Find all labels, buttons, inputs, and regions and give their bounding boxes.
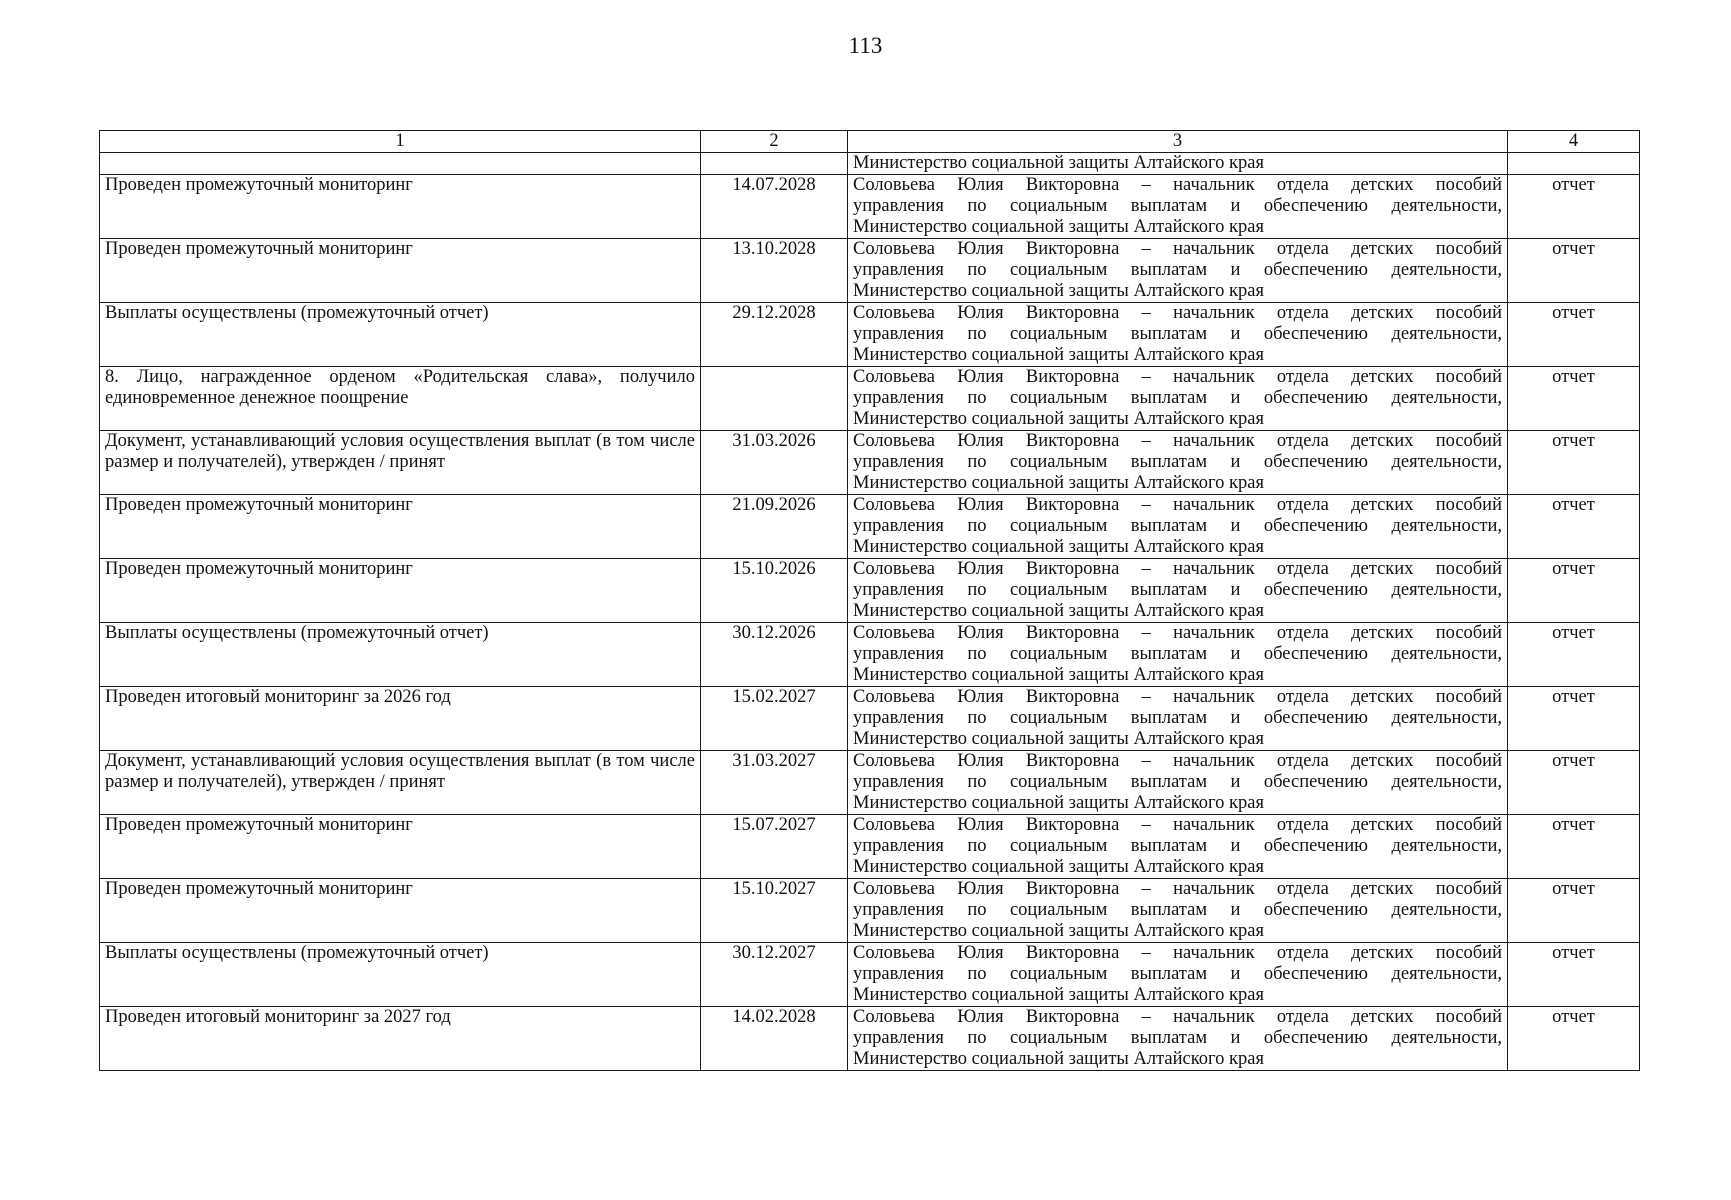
date-cell: 15.10.2027: [701, 879, 848, 943]
document-cell: отчет: [1508, 943, 1640, 1007]
responsible-line: Министерство социальной защиты Алтайского края: [853, 281, 1264, 301]
event-cell: Выплаты осуществлены (промежуточный отчет): [100, 303, 701, 367]
date-cell: 31.03.2027: [701, 751, 848, 815]
header-cell-2: 2: [701, 131, 848, 153]
document-cell: отчет: [1508, 495, 1640, 559]
page-number: 113: [848, 33, 883, 58]
date-cell: 15.10.2026: [701, 559, 848, 623]
responsible-line: Соловьева Юлия Викторовна – начальник отдела детских пособий: [853, 751, 1502, 771]
document-cell: отчет: [1508, 623, 1640, 687]
responsible-line: управления по социальным выплатам и обеспечению деятельности,: [853, 836, 1502, 856]
responsible-line: Соловьева Юлия Викторовна – начальник отдела детских пособий: [853, 943, 1502, 963]
event-cell: Выплаты осуществлены (промежуточный отчет): [100, 943, 701, 1007]
date-cell: 15.07.2027: [701, 815, 848, 879]
event-cell: Проведен промежуточный мониторинг: [100, 879, 701, 943]
date-cell: 30.12.2026: [701, 623, 848, 687]
responsible-line: управления по социальным выплатам и обеспечению деятельности,: [853, 900, 1502, 920]
responsible-line: управления по социальным выплатам и обеспечению деятельности,: [853, 580, 1502, 600]
document-cell: отчет: [1508, 303, 1640, 367]
responsible-cell: [848, 879, 1508, 943]
header-row: [100, 131, 1640, 153]
date-cell: [701, 153, 848, 175]
responsible-line: Соловьева Юлия Викторовна – начальник отдела детских пособий: [853, 815, 1502, 835]
table-row: [100, 495, 1640, 559]
document-cell: отчет: [1508, 751, 1640, 815]
event-cell: Документ, устанавливающий условия осуществления выплат (в том числе размер и получателей), утвержден / принят: [100, 431, 701, 495]
document-cell: отчет: [1508, 175, 1640, 239]
table-row: [100, 559, 1640, 623]
responsible-line: Соловьева Юлия Викторовна – начальник отдела детских пособий: [853, 495, 1502, 515]
responsible-line: Соловьева Юлия Викторовна – начальник отдела детских пособий: [853, 303, 1502, 323]
responsible-line: управления по социальным выплатам и обеспечению деятельности,: [853, 964, 1502, 984]
date-cell: [701, 367, 848, 431]
responsible-line: Соловьева Юлия Викторовна – начальник отдела детских пособий: [853, 559, 1502, 579]
table-row: [100, 623, 1640, 687]
date-cell: 30.12.2027: [701, 943, 848, 1007]
document-cell: [1508, 153, 1640, 175]
responsible-cell: [848, 431, 1508, 495]
responsible-cell: [848, 943, 1508, 1007]
date-cell: 29.12.2028: [701, 303, 848, 367]
responsible-line: Соловьева Юлия Викторовна – начальник отдела детских пособий: [853, 1007, 1502, 1027]
responsible-cell: [848, 1007, 1508, 1071]
responsible-line: управления по социальным выплатам и обеспечению деятельности,: [853, 1028, 1502, 1048]
responsible-cell: [848, 495, 1508, 559]
header-cell-3: 3: [848, 131, 1508, 153]
responsible-line: Министерство социальной защиты Алтайского края: [853, 1049, 1264, 1069]
table-row: [100, 879, 1640, 943]
event-cell: Проведен промежуточный мониторинг: [100, 239, 701, 303]
responsible-line: управления по социальным выплатам и обеспечению деятельности,: [853, 516, 1502, 536]
responsible-line: Министерство социальной защиты Алтайского края: [853, 473, 1264, 493]
responsible-line: Министерство социальной защиты Алтайского края: [853, 729, 1264, 749]
responsible-line: Министерство социальной защиты Алтайского края: [853, 793, 1264, 813]
document-cell: отчет: [1508, 1007, 1640, 1071]
responsible-line: управления по социальным выплатам и обеспечению деятельности,: [853, 260, 1502, 280]
table-body: [100, 131, 1640, 1071]
responsible-line: управления по социальным выплатам и обеспечению деятельности,: [853, 644, 1502, 664]
event-cell: 8. Лицо, награжденное орденом «Родительская слава», получило единовременное денежное поощрение: [100, 367, 701, 431]
event-cell: Проведен промежуточный мониторинг: [100, 559, 701, 623]
date-cell: 15.02.2027: [701, 687, 848, 751]
responsible-line: управления по социальным выплатам и обеспечению деятельности,: [853, 196, 1502, 216]
document-cell: отчет: [1508, 815, 1640, 879]
table-row: [100, 175, 1640, 239]
responsible-cell: [848, 559, 1508, 623]
responsible-line: Соловьева Юлия Викторовна – начальник отдела детских пособий: [853, 239, 1502, 259]
table-row: [100, 1007, 1640, 1071]
event-cell: Проведен промежуточный мониторинг: [100, 175, 701, 239]
event-cell: [100, 153, 701, 175]
responsible-line: управления по социальным выплатам и обеспечению деятельности,: [853, 772, 1502, 792]
responsible-cell: [848, 815, 1508, 879]
responsible-line: Министерство социальной защиты Алтайского края: [853, 665, 1264, 685]
event-cell: Проведен промежуточный мониторинг: [100, 495, 701, 559]
table-row: [100, 943, 1640, 1007]
responsible-line: Соловьева Юлия Викторовна – начальник отдела детских пособий: [853, 175, 1502, 195]
responsible-line: Министерство социальной защиты Алтайского края: [853, 537, 1264, 557]
header-cell-4: 4: [1508, 131, 1640, 153]
event-cell: Проведен итоговый мониторинг за 2027 год: [100, 1007, 701, 1071]
table-row: [100, 431, 1640, 495]
table-row: [100, 367, 1640, 431]
table-row: [100, 239, 1640, 303]
date-cell: 14.02.2028: [701, 1007, 848, 1071]
responsible-cell: [848, 623, 1508, 687]
responsible-line: управления по социальным выплатам и обеспечению деятельности,: [853, 708, 1502, 728]
event-cell: Выплаты осуществлены (промежуточный отчет): [100, 623, 701, 687]
date-cell: 13.10.2028: [701, 239, 848, 303]
table-row: [100, 815, 1640, 879]
table-row: [100, 303, 1640, 367]
date-cell: 21.09.2026: [701, 495, 848, 559]
table-row: [100, 687, 1640, 751]
responsible-line: Министерство социальной защиты Алтайского края: [853, 345, 1264, 365]
responsible-line: Министерство социальной защиты Алтайского края: [853, 409, 1264, 429]
document-cell: отчет: [1508, 687, 1640, 751]
event-cell: Проведен промежуточный мониторинг: [100, 815, 701, 879]
responsible-line: Министерство социальной защиты Алтайского края: [853, 857, 1264, 877]
document-cell: отчет: [1508, 239, 1640, 303]
responsible-cell: [848, 239, 1508, 303]
responsible-line: Министерство социальной защиты Алтайского края: [853, 217, 1264, 237]
document-cell: отчет: [1508, 559, 1640, 623]
responsible-cell: [848, 175, 1508, 239]
responsible-cell: [848, 751, 1508, 815]
responsible-line: Соловьева Юлия Викторовна – начальник отдела детских пособий: [853, 687, 1502, 707]
responsible-cell: [848, 303, 1508, 367]
responsible-line: Министерство социальной защиты Алтайского края: [853, 921, 1264, 941]
responsible-line: Министерство социальной защиты Алтайского края: [853, 601, 1264, 621]
event-cell: Документ, устанавливающий условия осуществления выплат (в том числе размер и получателей), утвержден / принят: [100, 751, 701, 815]
event-cell: Проведен итоговый мониторинг за 2026 год: [100, 687, 701, 751]
responsible-line: управления по социальным выплатам и обеспечению деятельности,: [853, 452, 1502, 472]
responsible-line: Соловьева Юлия Викторовна – начальник отдела детских пособий: [853, 431, 1502, 451]
date-cell: 31.03.2026: [701, 431, 848, 495]
responsible-cell: [848, 367, 1508, 431]
responsible-cell: Министерство социальной защиты Алтайского края: [848, 153, 1508, 175]
responsible-line: Министерство социальной защиты Алтайского края: [853, 985, 1264, 1005]
responsible-line: Соловьева Юлия Викторовна – начальник отдела детских пособий: [853, 623, 1502, 643]
responsible-line: Соловьева Юлия Викторовна – начальник отдела детских пособий: [853, 367, 1502, 387]
date-cell: 14.07.2028: [701, 175, 848, 239]
header-cell-1: 1: [100, 131, 701, 153]
schedule-table: [99, 130, 1640, 1071]
table-row: [100, 751, 1640, 815]
continuation-row: [100, 153, 1640, 175]
responsible-line: управления по социальным выплатам и обеспечению деятельности,: [853, 324, 1502, 344]
document-cell: отчет: [1508, 879, 1640, 943]
responsible-line: управления по социальным выплатам и обеспечению деятельности,: [853, 388, 1502, 408]
responsible-cell: [848, 687, 1508, 751]
document-cell: отчет: [1508, 431, 1640, 495]
document-cell: отчет: [1508, 367, 1640, 431]
responsible-line: Соловьева Юлия Викторовна – начальник отдела детских пособий: [853, 879, 1502, 899]
